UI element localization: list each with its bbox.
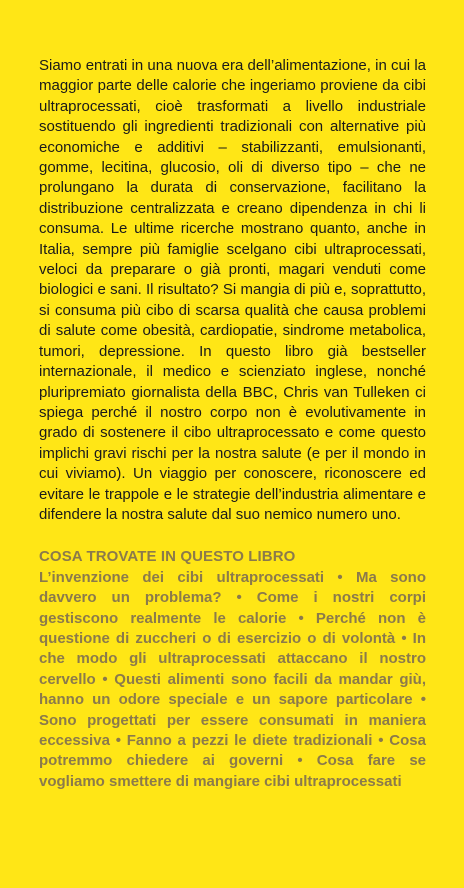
contents-list: L’invenzione dei cibi ultraprocessati • Ma sono davvero un problema? • Come i nostri corpi gestiscono realmente le calorie • Perché non è questione di zuccheri o di esercizio o di volontà • In che modo gli ultraprocessati attaccano il nostro cervello • Questi alimenti sono facili da mandar giù, hanno un odore speciale e un sapore particolare • Sono progettati per essere consumati in maniera eccessiva • Fanno a pezzi le diete tradizionali • Cosa potremmo chiedere ai governi • Cosa fare se vogliamo smettere di mangiare cibi ultraprocessati [39,568,426,790]
contents-section [39,547,426,792]
book-blurb: Siamo entrati in una nuova era dell’alimentazione, in cui la maggior parte delle calorie che ingeriamo proviene da cibi ultraprocessati, cioè trasformati a livello industriale sostituendo gli ingredienti tradizionali con alternative più economiche e additivi – stabilizzanti, emulsionanti, gomme, lecitina, glucosio, oli di diverso tipo – che ne prolungano la durata di conservazione, facilitano la distribuzione centralizzata e creano dipendenza in chi li consuma. Le ultime ricerche mostrano quanto, anche in Italia, sempre più famiglie scelgano cibi ultraprocessati, veloci da preparare o già pronti, magari venduti come biologici e sani. Il risultato? Si mangia di più e, soprattutto, si consuma più cibo di scarsa qualità che causa problemi di salute come obesità, cardiopatie, sindrome metabolica, tumori, depressione. In questo libro già bestseller internazionale, il medico e scienziato inglese, nonché pluripremiato giornalista della BBC, Chris van Tulleken ci spiega perché il nostro corpo non è evolutivamente in grado di sostenere il cibo ultraprocessato e come questo implichi gravi rischi per la nostra salute (e per il mondo in cui viviamo). Un viaggio per conoscere, riconoscere ed evitare le trappole e le strategie dell’industria alimentare e difendere la nostra salute dal suo nemico numero uno. [39,57,426,523]
contents-heading: COSA TROVATE IN QUESTO LIBRO [39,548,296,566]
